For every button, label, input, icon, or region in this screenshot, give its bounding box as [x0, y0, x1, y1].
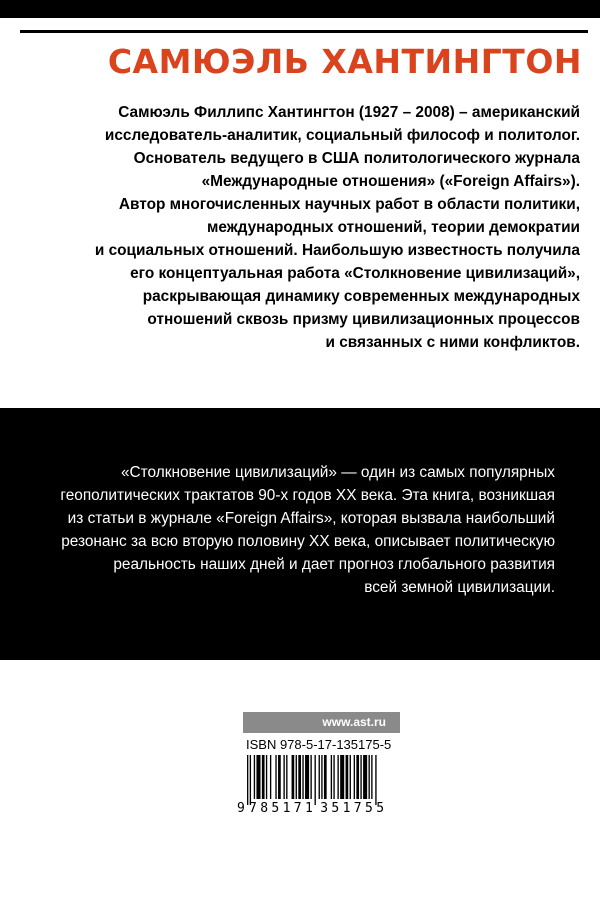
barcode-digit: 8 — [260, 801, 269, 813]
barcode-digit: 1 — [282, 801, 291, 813]
barcode-digit: 5 — [331, 801, 340, 813]
barcode-digit: 1 — [342, 801, 351, 813]
barcode-bar — [333, 755, 334, 799]
barcode-bar — [354, 755, 355, 799]
barcode-bar — [350, 755, 351, 799]
barcode-digit: 7 — [293, 801, 302, 813]
barcode-digit: 5 — [365, 801, 373, 813]
barcode-bar — [270, 755, 271, 799]
bio-line: Основатель ведущего в США политологического журнала — [133, 150, 580, 167]
barcode-digit: 7 — [249, 801, 257, 813]
barcode-bar — [375, 755, 376, 805]
barcode-bar — [247, 755, 248, 805]
blurb-line: «Столкновение цивилизаций» — один из самых популярных — [120, 464, 555, 481]
bio-line: Самюэль Филлипс Хантингтон (1927 – 2008) – американский — [118, 104, 580, 121]
publisher-website[interactable]: www.ast.ru — [243, 712, 400, 733]
barcode-digit: 3 — [320, 801, 329, 813]
barcode-bar — [278, 755, 281, 799]
barcode-bar — [363, 755, 367, 799]
bio-line: международных отношений, теории демократии — [206, 219, 580, 236]
bio-line: отношений сквозь призму цивилизационных процессов — [147, 311, 580, 328]
bio-line: Автор многочисленных научных работ в области политики, — [118, 196, 580, 213]
blurb-line: реальность наших дней и дает прогноз глобального развития — [113, 556, 555, 573]
barcode-bar — [254, 755, 255, 799]
barcode-bar — [356, 755, 359, 799]
bio-line: раскрывающая динамику современных международных — [142, 288, 580, 305]
barcode-digit: 7 — [353, 801, 362, 813]
isbn-barcode — [235, 753, 395, 813]
barcode-bar — [346, 755, 349, 799]
barcode-bar — [256, 755, 260, 799]
barcode-bar — [302, 755, 303, 799]
barcode-digit: 9 — [237, 801, 245, 813]
bio-line: исследователь-аналитик, социальный философ и политолог. — [104, 127, 580, 144]
barcode-bar — [286, 755, 287, 799]
blurb-line: геополитических трактатов 90-х годов XX века. Эта книга, возникшая — [60, 487, 555, 504]
barcode-digit: 5 — [376, 801, 385, 813]
author-name-heading: САМЮЭЛЬ ХАНТИНГТОН — [107, 42, 582, 81]
barcode-bar — [266, 755, 267, 799]
bio-line: его концептуальная работа «Столкновение цивилизаций», — [130, 265, 580, 282]
barcode-bar — [331, 755, 332, 799]
barcode-digit: 5 — [271, 801, 280, 813]
blurb-line: всей земной цивилизации. — [364, 579, 555, 596]
bio-line: «Международные отношения» («Foreign Affairs»). — [201, 173, 580, 190]
bio-line: и связанных с ними конфликтов. — [325, 334, 580, 351]
barcode-bar — [250, 755, 251, 805]
top-black-band — [0, 0, 600, 18]
barcode-bar — [360, 755, 361, 799]
isbn-label: ISBN 978-5-17-135175-5 — [246, 737, 392, 752]
barcode-bar — [319, 755, 320, 799]
barcode-bar — [296, 755, 297, 799]
barcode-bar — [283, 755, 284, 799]
barcode-bar — [310, 755, 311, 799]
barcode-bar — [340, 755, 344, 799]
bio-line: и социальных отношений. Наибольшую известность получила — [94, 242, 580, 259]
barcode-bar — [275, 755, 276, 799]
barcode-bar — [324, 755, 327, 799]
book-blurb — [60, 461, 555, 599]
barcode-bar — [262, 755, 265, 799]
blurb-line: из статьи в журнале «Foreign Affairs», которая вызвала наибольший — [67, 510, 555, 527]
author-biography — [60, 101, 580, 354]
barcode-bar — [321, 755, 322, 799]
blurb-line: резонанс за всю вторую половину XX века, описывает политическую — [61, 533, 555, 550]
barcode-bar — [298, 755, 301, 799]
barcode-bar — [369, 755, 370, 799]
header-rule — [20, 30, 588, 33]
barcode-bar — [371, 755, 372, 799]
barcode-bar — [315, 755, 316, 805]
barcode-digit: 1 — [305, 801, 313, 813]
barcode-bar — [305, 755, 309, 799]
barcode-bar — [337, 755, 338, 799]
barcode-bar — [292, 755, 295, 799]
